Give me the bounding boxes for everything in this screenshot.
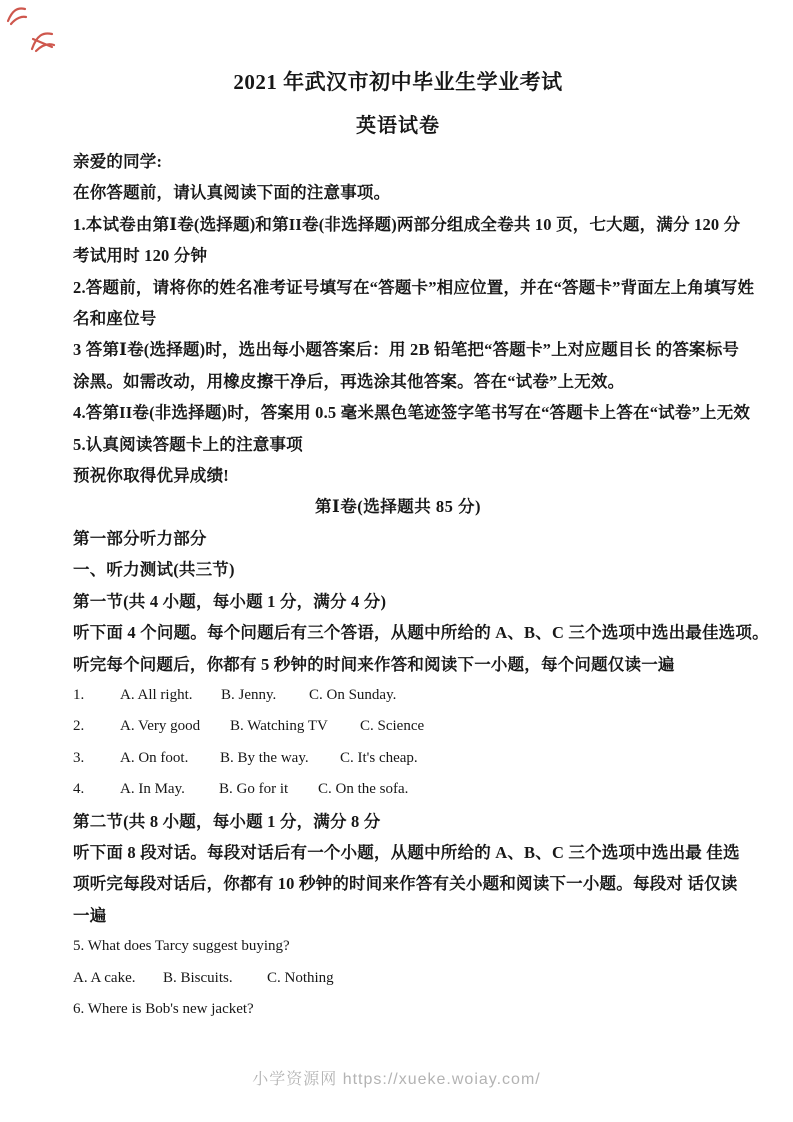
option-c: C. On the sofa. [318,781,409,798]
question-number: 4. [73,781,85,798]
option-c: C. Science [360,718,425,735]
question-row-2 [73,711,723,742]
notice-intro: 在你答题前，请认真阅读下面的注意事项。 [73,183,391,203]
question-6-text: 6. Where is Bob's new jacket? [73,1000,254,1017]
notice-item-5: 5.认真阅读答题卡上的注意事项 [73,434,303,454]
notice-item-3: 3 答第Ⅰ卷(选择题)时，选出每小题答案后：用 2B 铅笔把“答题卡”上对应题目长 的答案标号 [73,340,740,360]
question-row-3 [73,743,723,774]
exam-subtitle: 英语试卷 [356,115,440,137]
red-pen-mark-icon [27,27,57,55]
exam-title: 2021 年武汉市初中毕业生学业考试 [233,70,563,94]
section2-instruction-2: 项听完每段对话后，你都有 10 秒钟的时间来作答有关小题和阅读下一小题。每段对 话仅读 [73,874,738,894]
notice-item-3-cont: 涂黑。如需改动，用橡皮擦干净后，再选涂其他答案。答在“试卷”上无效。 [73,371,625,391]
section2-instruction-3: 一遍 [73,905,107,925]
notice-item-2: 2.答题前，请将你的姓名准考证号填写在“答题卡”相应位置，并在“答题卡”背面左上角填写姓 [73,277,755,297]
watermark-footer: 小学资源网 https://xueke.woiay.com/ [252,1071,541,1088]
question-5-text: 5. What does Tarcy suggest buying? [73,938,290,955]
option-b: B. Biscuits. [163,969,233,986]
option-b: B. Go for it [219,781,289,798]
option-c: C. It's cheap. [340,749,418,766]
part1-title: 第一部分听力部分 [73,528,207,548]
option-a: A. All right. [120,686,193,703]
question-number: 3. [73,749,85,766]
option-c: C. Nothing [267,969,334,986]
notice-item-1: 1.本试卷由第Ⅰ卷(选择题)和第II卷(非选择题)两部分组成全卷共 10 页，七大题，满分 120 分 [73,214,741,234]
option-c: C. On Sunday. [309,686,397,703]
option-a: A. In May. [120,781,185,798]
question-5-options [73,963,723,994]
question-row-1 [73,680,723,711]
notice-item-2-cont: 名和座位号 [73,309,157,329]
section2-instruction-1: 听下面 8 段对话。每段对话后有一个小题，从题中所给的 A、B、C 三个选项中选出最 佳选 [73,842,740,862]
question-row-4 [73,774,723,805]
notice-item-1-cont: 考试用时 120 分钟 [73,246,208,266]
section1-instruction-2: 听完每个问题后，你都有 5 秒钟的时间来作答和阅读下一小题，每个问题仅读一遍 [73,654,675,674]
question-number: 1. [73,686,85,703]
listening-test-title: 一、听力测试(共三节) [73,560,235,580]
notice-item-4: 4.答第II卷(非选择题)时，答案用 0.5 毫米黑色笔迹签字笔书写在“答题卡上答在“试卷”上无效 [73,403,751,423]
section1-instruction-1: 听下面 4 个问题。每个问题后有三个答语，从题中所给的 A、B、C 三个选项中选出最佳选项。 [73,623,769,643]
option-a: A. Very good [120,718,201,735]
question-number: 2. [73,718,85,735]
red-pen-mark-icon [5,3,30,28]
option-a: A. On foot. [120,749,189,766]
section2-heading: 第二节(共 8 小题，每小题 1 分，满分 8 分 [73,811,381,831]
option-b: B. Watching TV [230,718,328,735]
section1-heading: 第一节(共 4 小题，每小题 1 分，满分 4 分) [73,591,387,611]
option-b: B. Jenny. [221,686,277,703]
option-b: B. By the way. [220,749,309,766]
exam-body [73,146,769,1025]
volume1-header: 第Ⅰ卷(选择题共 85 分) [315,497,481,517]
exam-content [73,70,769,1025]
option-a: A. A cake. [73,969,136,986]
notice-greeting: 亲爱的同学: [73,152,163,171]
good-luck-line: 预祝你取得优异成绩! [73,466,229,486]
